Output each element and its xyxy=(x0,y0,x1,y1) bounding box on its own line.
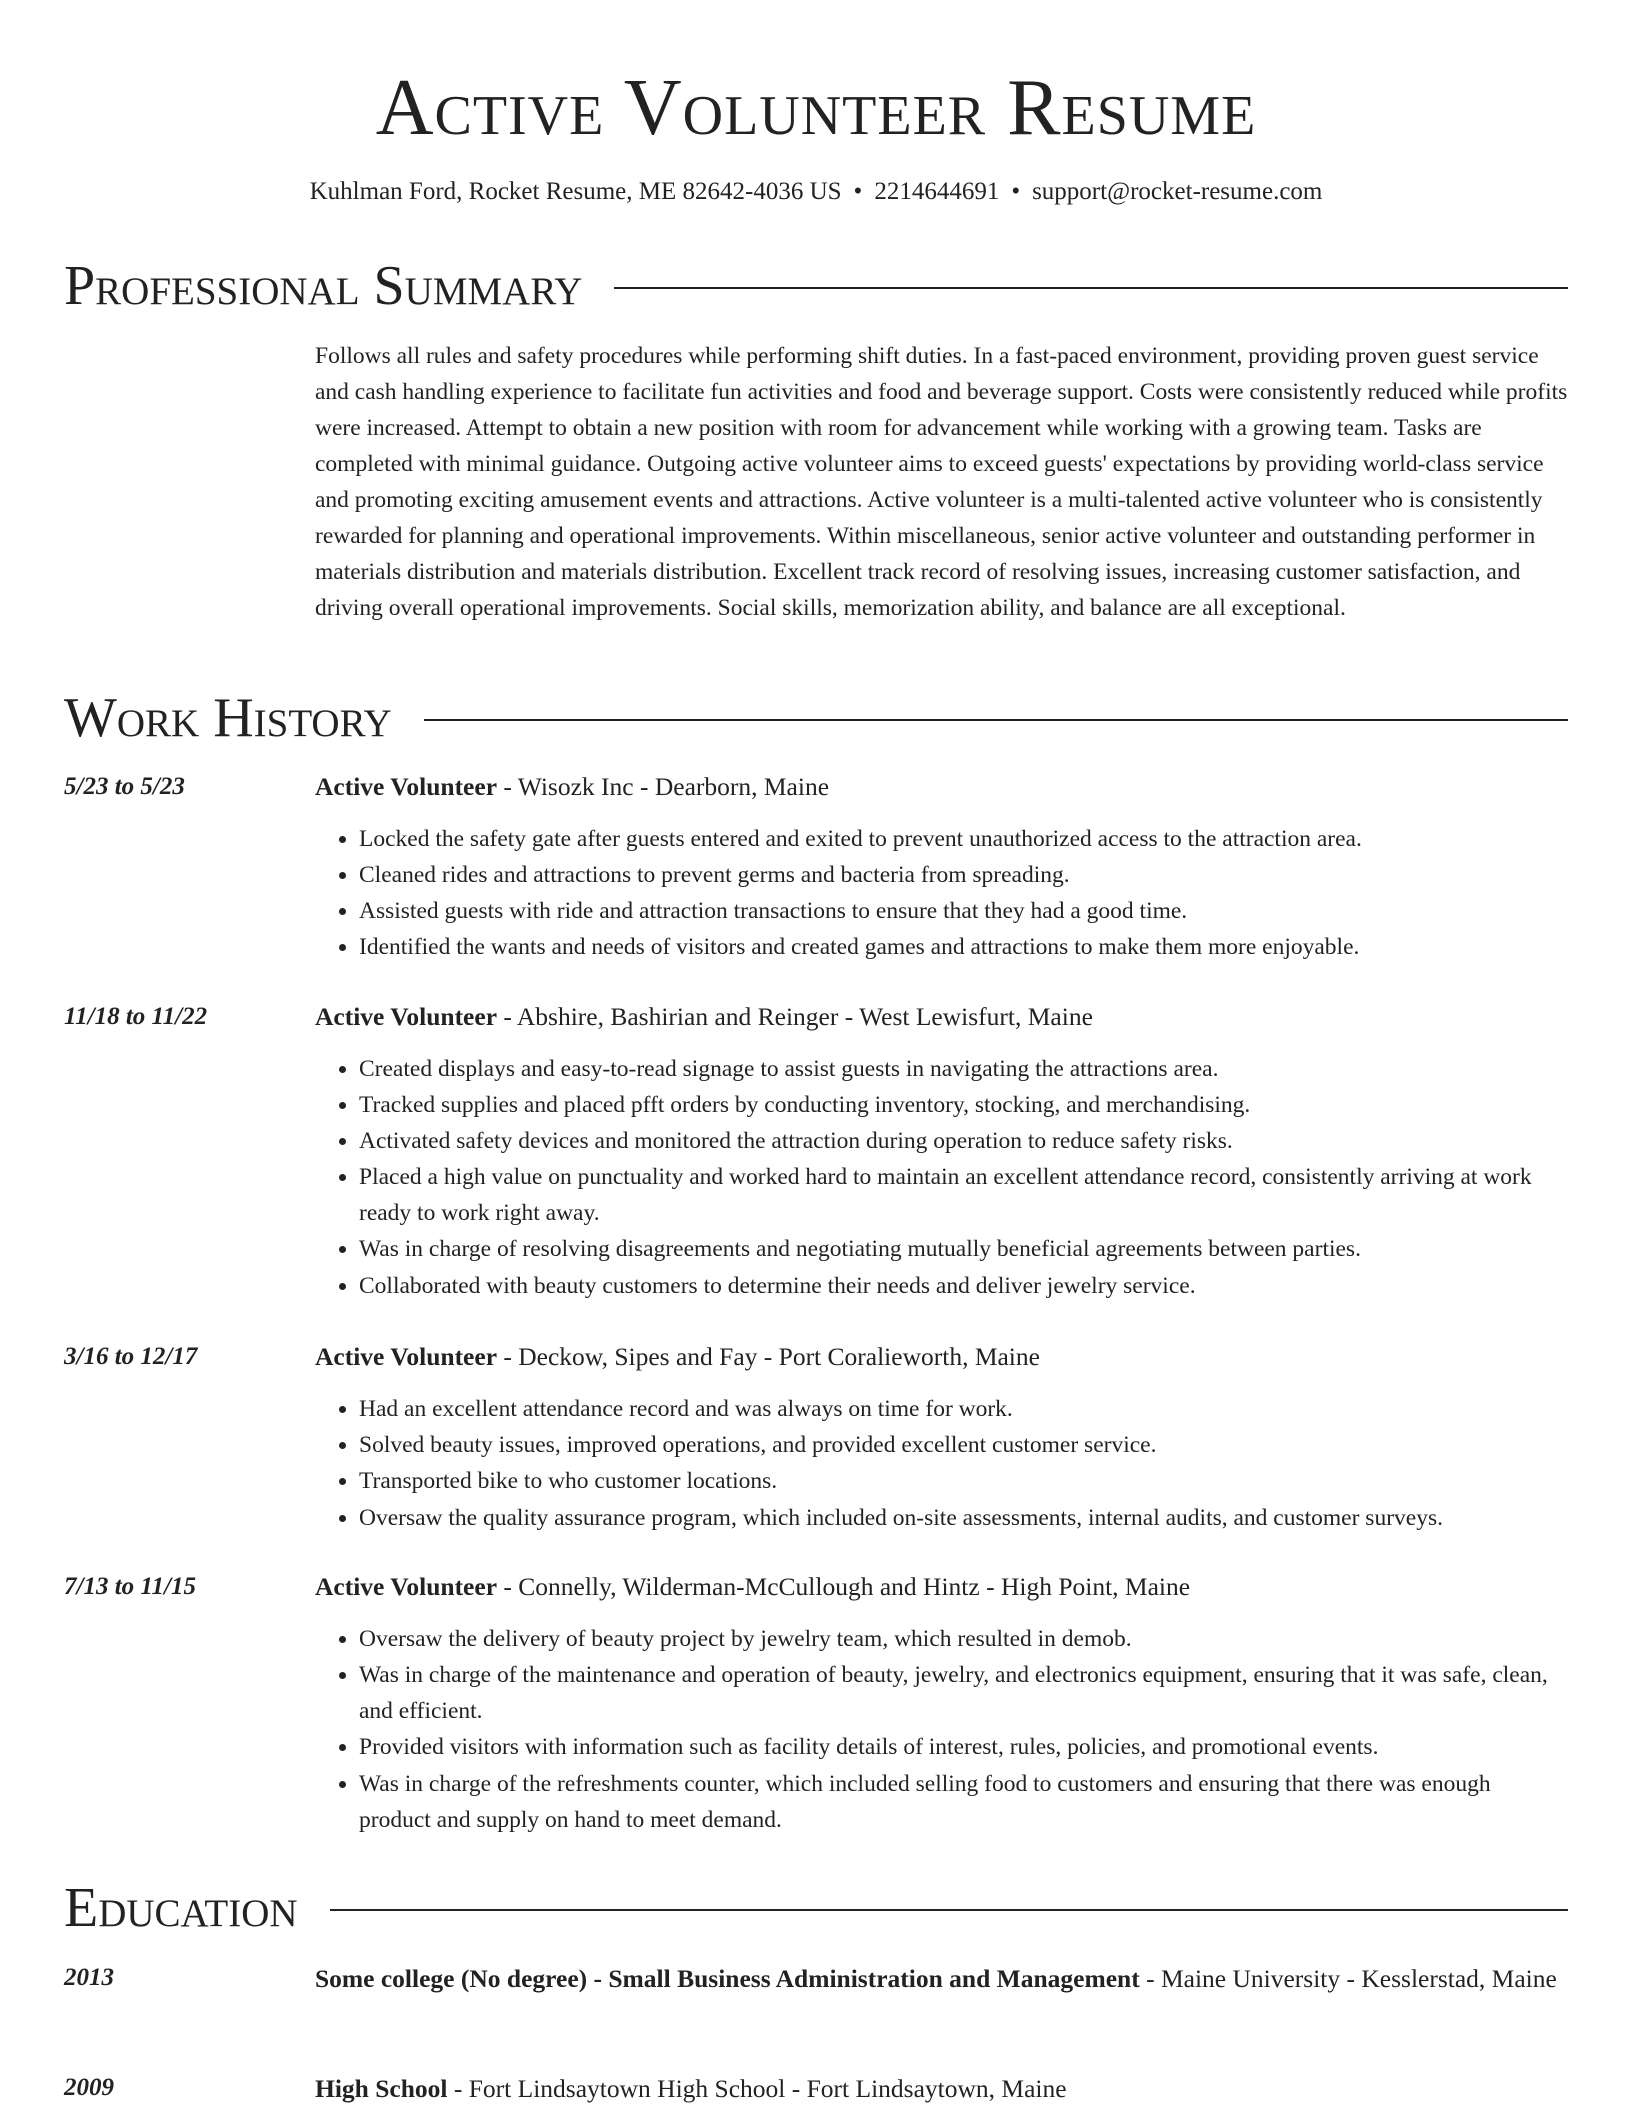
job-bullet: • Cleaned rides and attractions to prevent germs and bacteria from spreading. xyxy=(359,857,1568,893)
job-bullets xyxy=(315,1621,1568,1838)
summary-heading: Professional Summary xyxy=(64,255,583,317)
job-dates: 11/18 to 11/22 xyxy=(64,1003,208,1030)
job-header xyxy=(315,999,1568,1035)
education-degree: High School xyxy=(315,2074,448,2103)
job-title: Active Volunteer xyxy=(315,1002,498,1031)
job-bullet: • Oversaw the quality assurance program, which included on-site assessments, internal audits, and customer surveys. xyxy=(359,1500,1568,1536)
education-details: - Fort Lindsaytown High School - Fort Lindsaytown, Maine xyxy=(447,2074,1067,2103)
job-title: Active Volunteer xyxy=(315,772,498,801)
job-dates: 7/13 to 11/15 xyxy=(64,1573,196,1600)
job-dates: 3/16 to 12/17 xyxy=(64,1343,198,1370)
job-bullet: • Had an excellent attendance record and was always on time for work. xyxy=(359,1391,1568,1427)
contact-email: support@rocket-resume.com xyxy=(1032,178,1323,205)
education-entry xyxy=(64,2070,1568,2108)
job-header xyxy=(315,1569,1568,1605)
education-header xyxy=(315,2070,1568,2108)
education-header xyxy=(315,1960,1568,1998)
contact-separator: • xyxy=(853,178,863,205)
resume-title: Active Volunteer Resume xyxy=(375,64,1257,152)
section-divider xyxy=(614,287,1568,289)
contact-line xyxy=(0,176,1632,208)
job-bullet: • Collaborated with beauty customers to determine their needs and deliver jewelry service. xyxy=(359,1268,1568,1304)
education-year: 2009 xyxy=(64,2074,114,2101)
job-header xyxy=(315,1339,1568,1375)
job-bullet: • Was in charge of resolving disagreements and negotiating mutually beneficial agreements between parties. xyxy=(359,1231,1568,1267)
job-bullet: • Solved beauty issues, improved operations, and provided excellent customer service. xyxy=(359,1427,1568,1463)
job-details: - Connelly, Wilderman-McCullough and Hintz - High Point, Maine xyxy=(497,1572,1191,1601)
job-bullet: • Identified the wants and needs of visitors and created games and attractions to make them more enjoyable. xyxy=(359,929,1568,965)
job-entry xyxy=(64,1339,1568,1536)
summary-text: Follows all rules and safety procedures while performing shift duties. In a fast-paced environment, providing proven guest service and cash handling experience to facilitate fun activities and food and beverage support. Costs were consistently reduced while profits were increased. Attempt to obtain a new position with room for advancement while working with a growing team. Tasks are completed with minimal guidance. Outgoing active volunteer aims to exceed guests' expectations by providing world-class service and promoting exciting amusement events and attractions. Active volunteer is a multi-talented active volunteer who is consistently rewarded for planning and operational improvements. Within miscellaneous, senior active volunteer and outstanding performer in materials distribution and materials distribution. Excellent track record of resolving issues, increasing customer satisfaction, and driving overall operational improvements. Social skills, memorization ability, and balance are all exceptional. xyxy=(315,343,1568,621)
job-entry xyxy=(64,1569,1568,1838)
job-details: - Deckow, Sipes and Fay - Port Coralieworth, Maine xyxy=(497,1342,1040,1371)
job-details: - Abshire, Bashirian and Reinger - West Lewisfurt, Maine xyxy=(497,1002,1093,1031)
section-divider xyxy=(330,1909,1568,1911)
job-bullet: • Placed a high value on punctuality and worked hard to maintain an excellent attendance record, consistently arriving at work ready to work right away. xyxy=(359,1159,1568,1231)
job-header xyxy=(315,769,1568,805)
job-dates: 5/23 to 5/23 xyxy=(64,773,185,800)
section-divider xyxy=(424,719,1568,721)
job-bullets xyxy=(315,1051,1568,1304)
job-bullet: • Transported bike to who customer locations. xyxy=(359,1463,1568,1499)
contact-address: Kuhlman Ford, Rocket Resume, ME 82642-4036 US xyxy=(309,178,842,205)
education-details: - Maine University - Kesslerstad, Maine xyxy=(1139,1964,1557,1993)
job-bullet: • Was in charge of the maintenance and operation of beauty, jewelry, and electronics equipment, ensuring that it was safe, clean, and efficient. xyxy=(359,1657,1568,1729)
job-entry xyxy=(64,999,1568,1304)
contact-separator: • xyxy=(1011,178,1021,205)
education-heading: Education xyxy=(64,1877,298,1939)
job-bullet: • Was in charge of the refreshments counter, which included selling food to customers and ensuring that there was enough product and supply on hand to meet demand. xyxy=(359,1766,1568,1838)
job-bullet: • Oversaw the delivery of beauty project by jewelry team, which resulted in demob. xyxy=(359,1621,1568,1657)
job-bullet: • Assisted guests with ride and attraction transactions to ensure that they had a good time. xyxy=(359,893,1568,929)
job-title: Active Volunteer xyxy=(315,1342,498,1371)
job-bullets xyxy=(315,821,1568,965)
education-year: 2013 xyxy=(64,1964,114,1991)
job-bullet: • Provided visitors with information such as facility details of interest, rules, policies, and promotional events. xyxy=(359,1729,1568,1765)
contact-phone: 2214644691 xyxy=(874,178,1000,205)
job-bullets xyxy=(315,1391,1568,1536)
education-degree: Some college (No degree) - Small Business Administration and Management xyxy=(315,1964,1140,1993)
job-bullet: • Tracked supplies and placed pfft orders by conducting inventory, stocking, and merchandising. xyxy=(359,1087,1568,1123)
job-details: - Wisozk Inc - Dearborn, Maine xyxy=(497,772,830,801)
job-bullet: • Activated safety devices and monitored the attraction during operation to reduce safety risks. xyxy=(359,1123,1568,1159)
summary-section-header xyxy=(64,254,1568,318)
job-title: Active Volunteer xyxy=(315,1572,498,1601)
job-bullet: • Locked the safety gate after guests entered and exited to prevent unauthorized access to the attraction area. xyxy=(359,821,1568,857)
education-section-header xyxy=(64,1876,1568,1940)
job-entry xyxy=(64,769,1568,965)
education-entry xyxy=(64,1960,1568,1998)
work-section-header xyxy=(64,686,1568,750)
job-bullet: • Created displays and easy-to-read signage to assist guests in navigating the attractions area. xyxy=(359,1051,1568,1087)
work-heading: Work History xyxy=(64,687,392,749)
